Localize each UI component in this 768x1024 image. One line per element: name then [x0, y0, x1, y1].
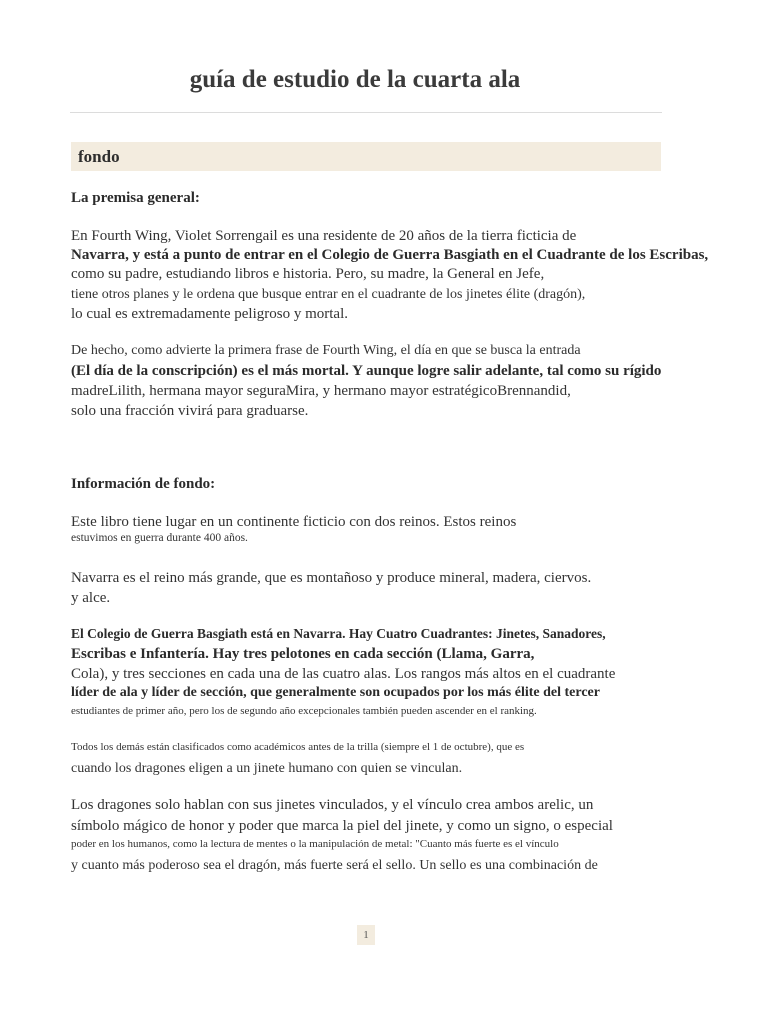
premise-p1-line-5: lo cual es extremadamente peligroso y mortal.	[71, 306, 348, 322]
background-p3-line-2: Escribas e Infantería. Hay tres pelotones en cada sección (Llama, Garra,	[71, 646, 535, 662]
premise-p1-line-4: tiene otros planes y le ordena que busque entrar en el cuadrante de los jinetes élite (dragón),	[71, 287, 586, 302]
background-p3-line-1: El Colegio de Guerra Basgiath está en Navarra. Hay Cuatro Cuadrantes: Jinetes, Sanadores,	[71, 626, 606, 641]
background-p5-line-1: Los dragones solo hablan con sus jinetes vinculados, y el vínculo crea ambos arelic, un	[71, 797, 594, 813]
background-p5-line-3: poder en los humanos, como la lectura de mentes o la manipulación de metal: "Cuanto más fuerte es el vínculo	[71, 838, 559, 850]
background-heading: Información de fondo:	[71, 476, 216, 492]
background-p2-line-1: Navarra es el reino más grande, que es montañoso y produce mineral, madera, ciervos.	[71, 570, 592, 586]
title-divider	[70, 112, 662, 113]
premise-p2-line-3: madreLilith, hermana mayor seguraMira, y hermano mayor estratégicoBrennandid,	[71, 383, 571, 399]
background-p4-line-2: cuando los dragones eligen a un jinete humano con quien se vinculan.	[71, 761, 463, 776]
section-header	[71, 142, 661, 171]
premise-heading: La premisa general:	[71, 190, 200, 206]
premise-p1-line-2: Navarra, y está a punto de entrar en el Colegio de Guerra Basgiath en el Cuadrante de los Escribas,	[71, 247, 709, 263]
background-p3-line-5: estudiantes de primer año, pero los de segundo año excepcionales también pueden ascender en el ranking.	[71, 705, 537, 717]
page-title: guía de estudio de la cuarta ala	[189, 66, 521, 93]
background-p3-line-4: líder de ala y líder de sección, que generalmente son ocupados por los más élite del tercer	[71, 685, 600, 700]
background-p4-line-1: Todos los demás están clasificados como académicos antes de la trilla (siempre el 1 de octubre), que es	[71, 741, 525, 753]
background-p5-line-4: y cuanto más poderoso sea el dragón, más fuerte será el sello. Un sello es una combinación de	[71, 858, 598, 873]
background-p3-line-3: Cola), y tres secciones en cada una de las cuatro alas. Los rangos más altos en el cuadrante	[71, 666, 616, 682]
premise-p2-line-2: (El día de la conscripción) es el más mortal. Y aunque logre salir adelante, tal como su rígido	[71, 363, 662, 379]
section-header-label: fondo	[78, 147, 120, 166]
background-p1-line-2: estuvimos en guerra durante 400 años.	[71, 532, 248, 544]
background-p5-line-2: símbolo mágico de honor y poder que marca la piel del jinete, y como un signo, o especial	[71, 818, 613, 834]
premise-p1-line-3: como su padre, estudiando libros e historia. Pero, su madre, la General en Jefe,	[71, 266, 545, 282]
page-number: 1	[357, 925, 375, 945]
premise-p2-line-1: De hecho, como advierte la primera frase de Fourth Wing, el día en que se busca la entrada	[71, 343, 581, 358]
background-p1-line-1: Este libro tiene lugar en un continente ficticio con dos reinos. Estos reinos	[71, 514, 517, 530]
background-p2-line-2: y alce.	[71, 590, 111, 606]
premise-p1-line-1: En Fourth Wing, Violet Sorrengail es una residente de 20 años de la tierra ficticia de	[71, 228, 577, 244]
premise-p2-line-4: solo una fracción vivirá para graduarse.	[71, 403, 309, 419]
